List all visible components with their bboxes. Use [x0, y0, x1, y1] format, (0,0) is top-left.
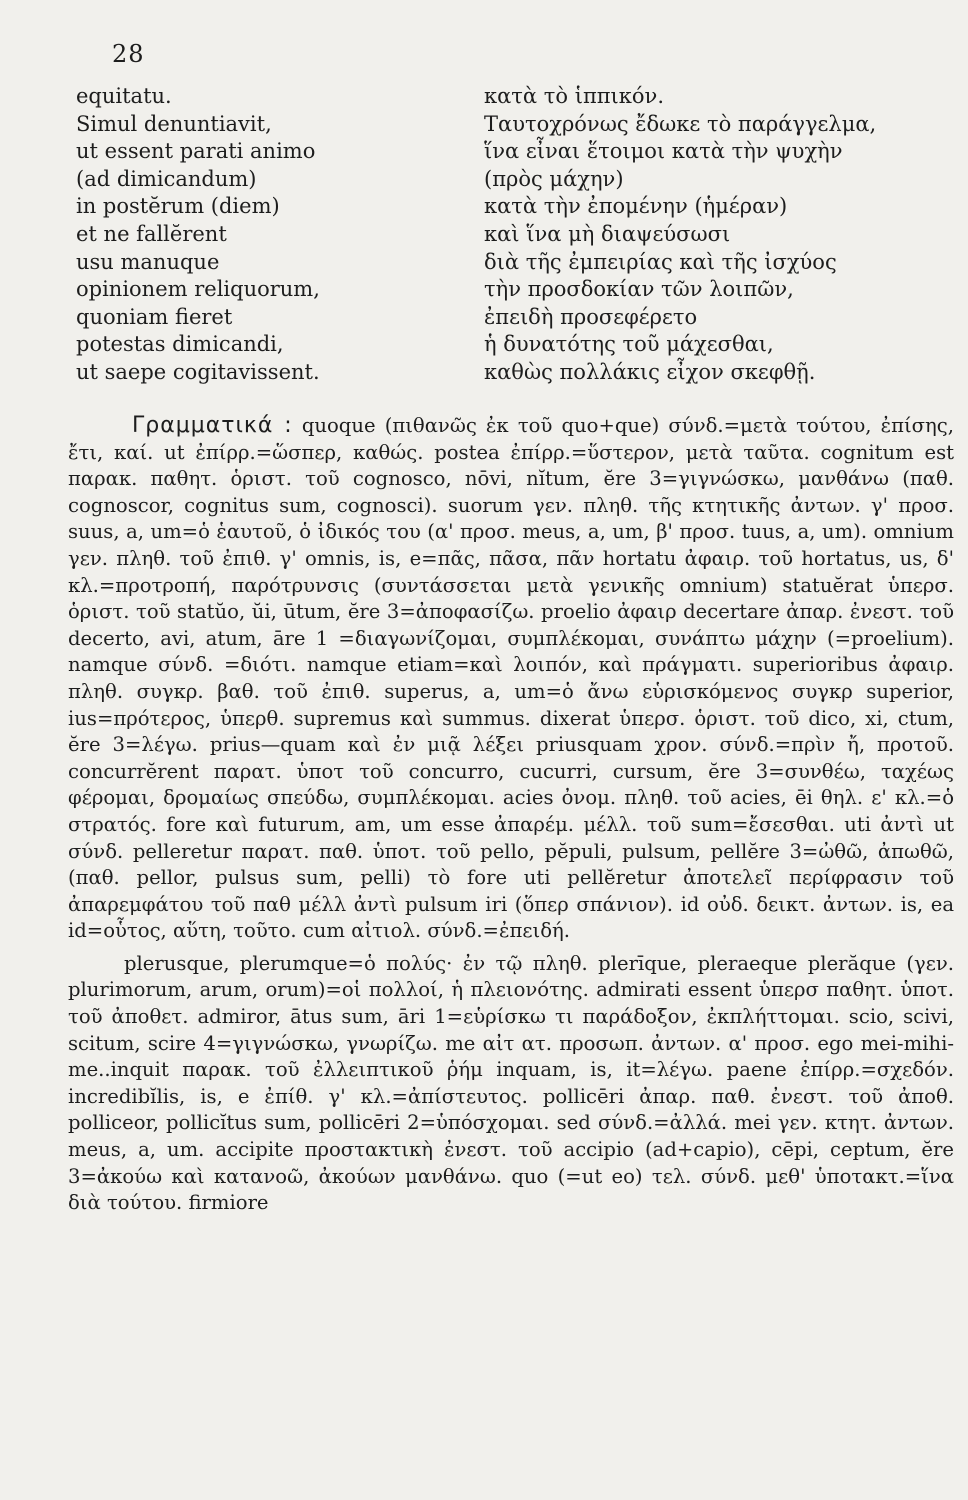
latin-line: quoniam fieret — [76, 304, 233, 329]
latin-line: potestas dimicandi, — [76, 332, 284, 357]
latin-line: opinionem reliquorum, — [76, 277, 320, 302]
latin-line: ut saepe cogitavissent. — [76, 359, 320, 384]
latin-line: in postĕrum (diem) — [76, 194, 280, 219]
greek-line: καθὼς πολλάκις εἶχον σκεφθῇ. — [484, 359, 816, 384]
greek-translation-column — [484, 83, 954, 387]
latin-line: ut essent parati animo — [76, 139, 316, 164]
latin-line: equitatu. — [76, 84, 172, 108]
greek-line: ἵνα εἶναι ἕτοιμοι κατὰ τὴν ψυχὴν — [484, 139, 843, 164]
latin-line: et ne fallĕrent — [76, 221, 227, 246]
greek-line: καὶ ἵνα μὴ διαψεύσωσι — [484, 221, 731, 246]
grammar-paragraph: plerusque, plerumque=ὁ πολύς· ἐν τῷ πληθ. plerīque, pleraeque plerăque (γεν. plurimorum, arum, orum)=οἱ πολλοί, ἡ πλειονότης. admirati essent ὑπερσ παθητ. ὑποτ. τοῦ ἀποθετ. admiror, ātus sum, āri 1=εὑρίσκω τι παράδοξον, ἐκπλήττομαι. scio, scivi, scitum, scire 4=γιγνώσκω, γνωρίζω. me αἰτ ατ. προσωπ. ἀντων. α' προσ. ego mei-mihi-me..inquit παρακ. τοῦ ἐλλειπτικοῦ ῥήμ inquam, is, it=λέγω. paene ἐπίρρ.=σχεδόν. incredibĭlis, is, e ἐπίθ. γ' κλ.=ἀπίστευτος. pollicēri ἀπαρ. παθ. ἐνεστ. τοῦ ἀποθ. polliceor, pollicĭtus sum, pollicēri 2=ὑπόσχομαι. sed σύνδ.=ἀλλά. mei γεν. κτητ. ἀντων. meus, a, um. accipite προστακτικὴ ἐνεστ. τοῦ accipio (ad+capio), cēpi, ceptum, ĕre 3=ἀκούω καὶ κατανοῶ, ἀκούων μανθάνω. quo (=ut eo) τελ. σύνδ. μεθ' ὑποτακτ.=ἵνα διὰ τούτου. firmiore — [68, 951, 954, 1215]
grammar-paragraph — [68, 413, 954, 945]
latin-line: usu manuque — [76, 249, 220, 274]
greek-line: Ταυτοχρόνως ἔδωκε τὸ παράγγελμα, — [484, 111, 877, 136]
latin-column — [76, 83, 476, 387]
page-number: 28 — [112, 40, 145, 68]
greek-line: κατὰ τὴν ἐπομένην (ἡμέραν) — [484, 194, 788, 219]
greek-line: (πρὸς μάχην) — [484, 166, 624, 191]
latin-line: Simul denuntiavit, — [76, 111, 272, 136]
greek-line: ἐπειδὴ προσεφέρετο — [484, 304, 698, 329]
greek-line: διὰ τῆς ἐμπειρίας καὶ τῆς ἰσχύος — [484, 249, 837, 274]
grammar-heading: Γραμματικά : — [132, 413, 293, 438]
grammar-paragraph-text: quoque (πιθανῶς ἐκ τοῦ quo+que) σύνδ.=μετὰ τούτου, ἐπίσης, ἔτι, καί. ut ἐπίρρ.=ὥσπερ, καθώς. postea ἐπίρρ.=ὕστερον, μετὰ ταῦτα. cognitum est παρακ. παθητ. ὁριστ. τοῦ cognosco, nōvi, nĭtum, ĕre 3=γιγνώσκω, μανθάνω (παθ. cognoscor, cognitus sum, cognosci). suorum γεν. πληθ. τῆς κτητικῆς ἀντων. γ' προσ. suus, a, um=ὁ ἑαυτοῦ, ὁ ἰδικός του (α' προσ. meus, a, um, β' προσ. tuus, a, um). omnium γεν. πληθ. τοῦ ἐπιθ. γ' omnis, is, e=πᾶς, πᾶσα, πᾶν hortatu ἀφαιρ. τοῦ hortatus, us, δ' κλ.=προτροπή, παρότρυνσις (συντάσσεται μετὰ γενικῆς omnium) statuĕrat ὑπερσ. ὁριστ. τοῦ statŭo, ŭi, ūtum, ĕre 3=ἀποφασίζω. proelio ἀφαιρ decertare ἀπαρ. ἐνεστ. τοῦ decerto, avi, atum, āre 1 =διαγωνίζομαι, συμπλέκομαι, συνάπτω μάχην (=proelium). namque σύνδ. =διότι. namque etiam=καὶ λοιπόν, καὶ πράγματι. superioribus ἀφαιρ. πληθ. συγκρ. βαθ. τοῦ ἐπιθ. superus, a, um=ὁ ἄνω εὑρισκόμενος συγκρ superior, ius=πρότερος, ὑπερθ. supremus καὶ summus. dixerat ὑπερσ. ὁριστ. τοῦ dico, xi, ctum, ĕre 3=λέγω. prius—quam καὶ ἐν μιᾷ λέξει priusquam χρον. σύνδ.=πρὶν ἤ, προτοῦ. concurrĕrent παρατ. ὑποτ τοῦ concurro, cucurri, cursum, ĕre 3=συνθέω, ταχέως φέρομαι, δρομαίως σπεύδω, συμπλέκομαι. acies ὀνομ. πληθ. τοῦ acies, ēi θηλ. ε' κλ.=ὁ στρατός. fore καὶ futurum, am, um esse ἀπαρέμ. μέλλ. τοῦ sum=ἔσεσθαι. uti ἀντὶ ut σύνδ. pelleretur παρατ. παθ. ὑποτ. τοῦ pello, pĕpuli, pulsum, pellĕre 3=ὠθῶ, ἀπωθῶ, (παθ. pellor, pulsus sum, pelli) τὸ fore uti pellĕretur ἀποτελεῖ περίφρασιν τοῦ ἀπαρεμφάτου τοῦ παθ μέλλ ἀντὶ pulsum iri (ὅπερ σπάνιον). id οὐδ. δεικτ. ἀντων. is, ea id=οὗτος, αὕτη, τοῦτο. cum αἰτιολ. σύνδ.=ἐπειδή. — [68, 414, 954, 943]
greek-line: κατὰ τὸ ἱππικόν. — [484, 84, 664, 108]
grammar-notes — [68, 413, 954, 1217]
greek-line: τὴν προσδοκίαν τῶν λοιπῶν, — [484, 277, 794, 302]
latin-line: (ad dimicandum) — [76, 166, 257, 191]
greek-line: ἡ δυνατότης τοῦ μάχεσθαι, — [484, 332, 774, 357]
